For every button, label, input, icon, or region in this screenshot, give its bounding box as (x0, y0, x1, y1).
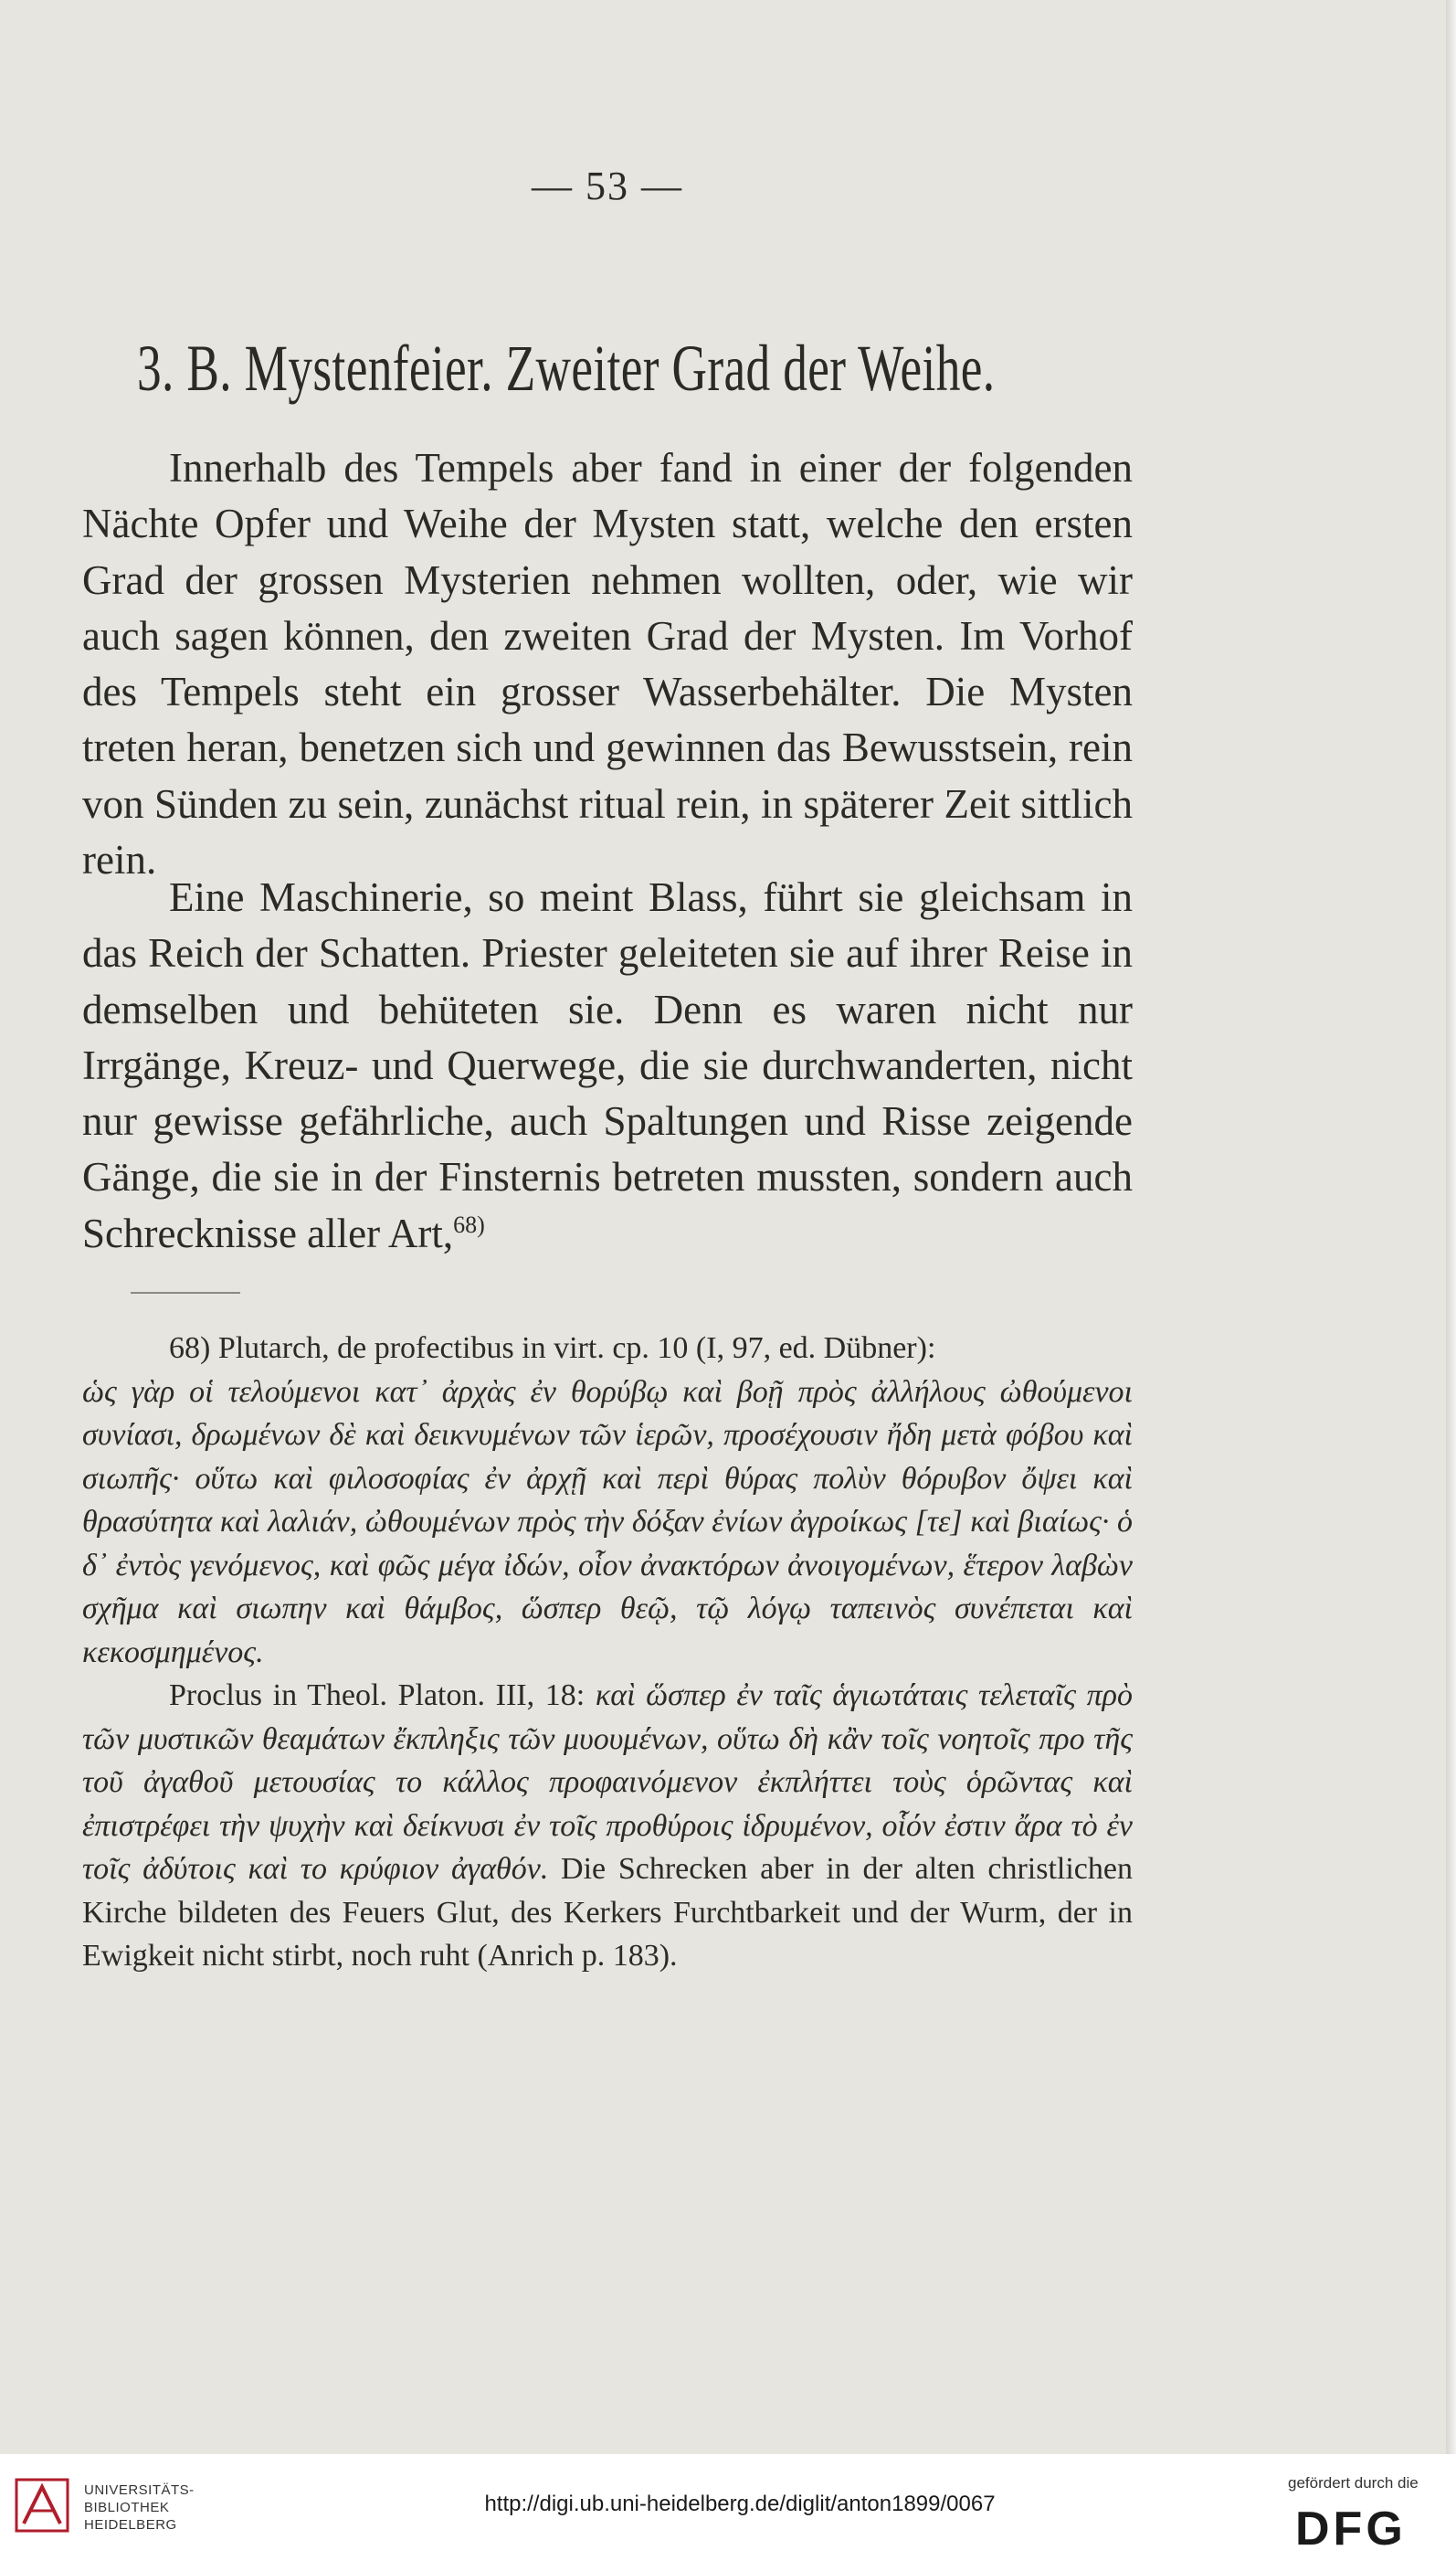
footnote-68 (82, 1327, 1133, 1978)
library-name-line-1: UNIVERSITÄTS- (84, 2482, 195, 2498)
source-url-link[interactable]: http://digi.ub.uni-heidelberg.de/diglit/anton1899/0067 (484, 2492, 996, 2516)
page-number: — 53 — (532, 164, 683, 208)
body-paragraph-2 (82, 870, 1133, 1262)
paragraph-text (82, 870, 1133, 1262)
dfg-logo: DFG (1295, 2503, 1407, 2556)
paragraph-text: Innerhalb des Tempels aber fand in einer der folgenden Nächte Opfer und Weihe der Mysten statt, welche den ersten Grad der grossen Mysterien nehmen wollten, oder, wie wir auch sagen können, den zweiten Grad der Mysten. Im Vorhof des Tempels steht ein grosser Wasserbehälter. Die Mysten treten heran, benetzen sich und gewinnen das Bewusstsein, rein von Sünden zu sein, zunächst ritual rein, in späterer Zeit sittlich rein. (82, 445, 1133, 884)
body-paragraph-1 (82, 440, 1133, 888)
footnote-citation-2 (82, 1674, 1133, 1978)
proclus-citation: Proclus in Theol. Platon. III, 18: (169, 1678, 586, 1712)
funding-caption: gefördert durch die (1288, 2474, 1419, 2492)
footnote-closing: Die Schrecken aber in der alten christlichen Kirche bildeten des Feuers Glut, des Kerkers Furchtbarkeit und der Wurm, der in Ewigkeit nicht stirbt, noch ruht (Anrich p. 183). (82, 1852, 1133, 1973)
greek-quote-proclus: καὶ ὥσπερ ἐν ταῖς ἁγιωτάταις τελεταῖς πρὸ τῶν μυστικῶν θεαμάτων ἔκπληξις τῶν μυουμένων, οὕτω δὴ κἂν τοῖς νοητοῖς προ τῆς τοῦ ἀγαθοῦ μετουσίας το κάλλος προφαινόμενον ἐκπλήττει τοὺς ὁρῶντας καὶ ἐπιστρέφει τὴν ψυχὴν καὶ δείκνυσι ἐν τοῖς προθύροις ἱδρυμένον, οἷόν ἐστιν ἄρα τὸ ἐν τοῖς ἀδύτοις καὶ το κρύφιον ἀγαθόν. (82, 1678, 1134, 1886)
library-name (84, 2482, 195, 2534)
footnote-citation-1: 68) Plutarch, de profectibus in virt. cp. 10 (I, 97, ed. Dübner): (169, 1331, 936, 1365)
heidelberg-library-logo-icon (15, 2478, 69, 2533)
paragraph-2-text: Eine Maschinerie, so meint Blass, führt sie gleichsam in das Reich der Schatten. Priester geleiteten sie auf ihrer Reise in demselben und behüteten sie. Denn es waren nicht nur Irrgänge, Kreuz- und Querwege, die sie durchwanderten, nicht nur gewisse gefährliche, auch Spaltungen und Risse zeigende Gänge, die sie in der Finsternis betreten mussten, sondern auch Schrecknisse aller Art, (82, 874, 1133, 1256)
footnote-divider (131, 1292, 240, 1294)
page-edge (1446, 0, 1456, 2454)
library-name-line-2: BIBLIOTHEK (84, 2500, 170, 2515)
footnote-reference[interactable]: 68) (453, 1211, 485, 1238)
greek-quote-plutarch: ὡς γὰρ οἱ τελούμενοι κατ᾽ ἀρχὰς ἐν θορύβῳ καὶ βοῇ πρὸς ἀλλήλους ὠθούμενοι συνίασι, δρωμένων δὲ καὶ δεικνυμένων τῶν ἱερῶν, προσέχουσιν ἤδη μετὰ φόβου καὶ σιωπῆς· οὕτω καὶ φιλοσοφίας ἐν ἀρχῇ καὶ περὶ θύρας πολὺν θόρυβον ὄψει καὶ θρασύτητα καὶ λαλιάν, ὠθουμένων πρὸς τὴν δόξαν ἐνίων ἀγροίκως [τε] καὶ βιαίως· ὁ δ᾽ ἐντὸς γενόμενος, καὶ φῶς μέγα ἰδών, οἷον ἀνακτόρων ἀνοιγομένων, ἕτερον λαβὼν σχῆμα καὶ σιωπην καὶ θάμβος, ὥσπερ θεῷ, τῷ λόγῳ ταπεινὸς συνέπεται καὶ κεκοσμημένος. (82, 1374, 1133, 1669)
section-heading: 3. B. Mystenfeier. Zweiter Grad der Weihe. (137, 332, 996, 405)
library-name-line-3: HEIDELBERG (84, 2517, 177, 2533)
